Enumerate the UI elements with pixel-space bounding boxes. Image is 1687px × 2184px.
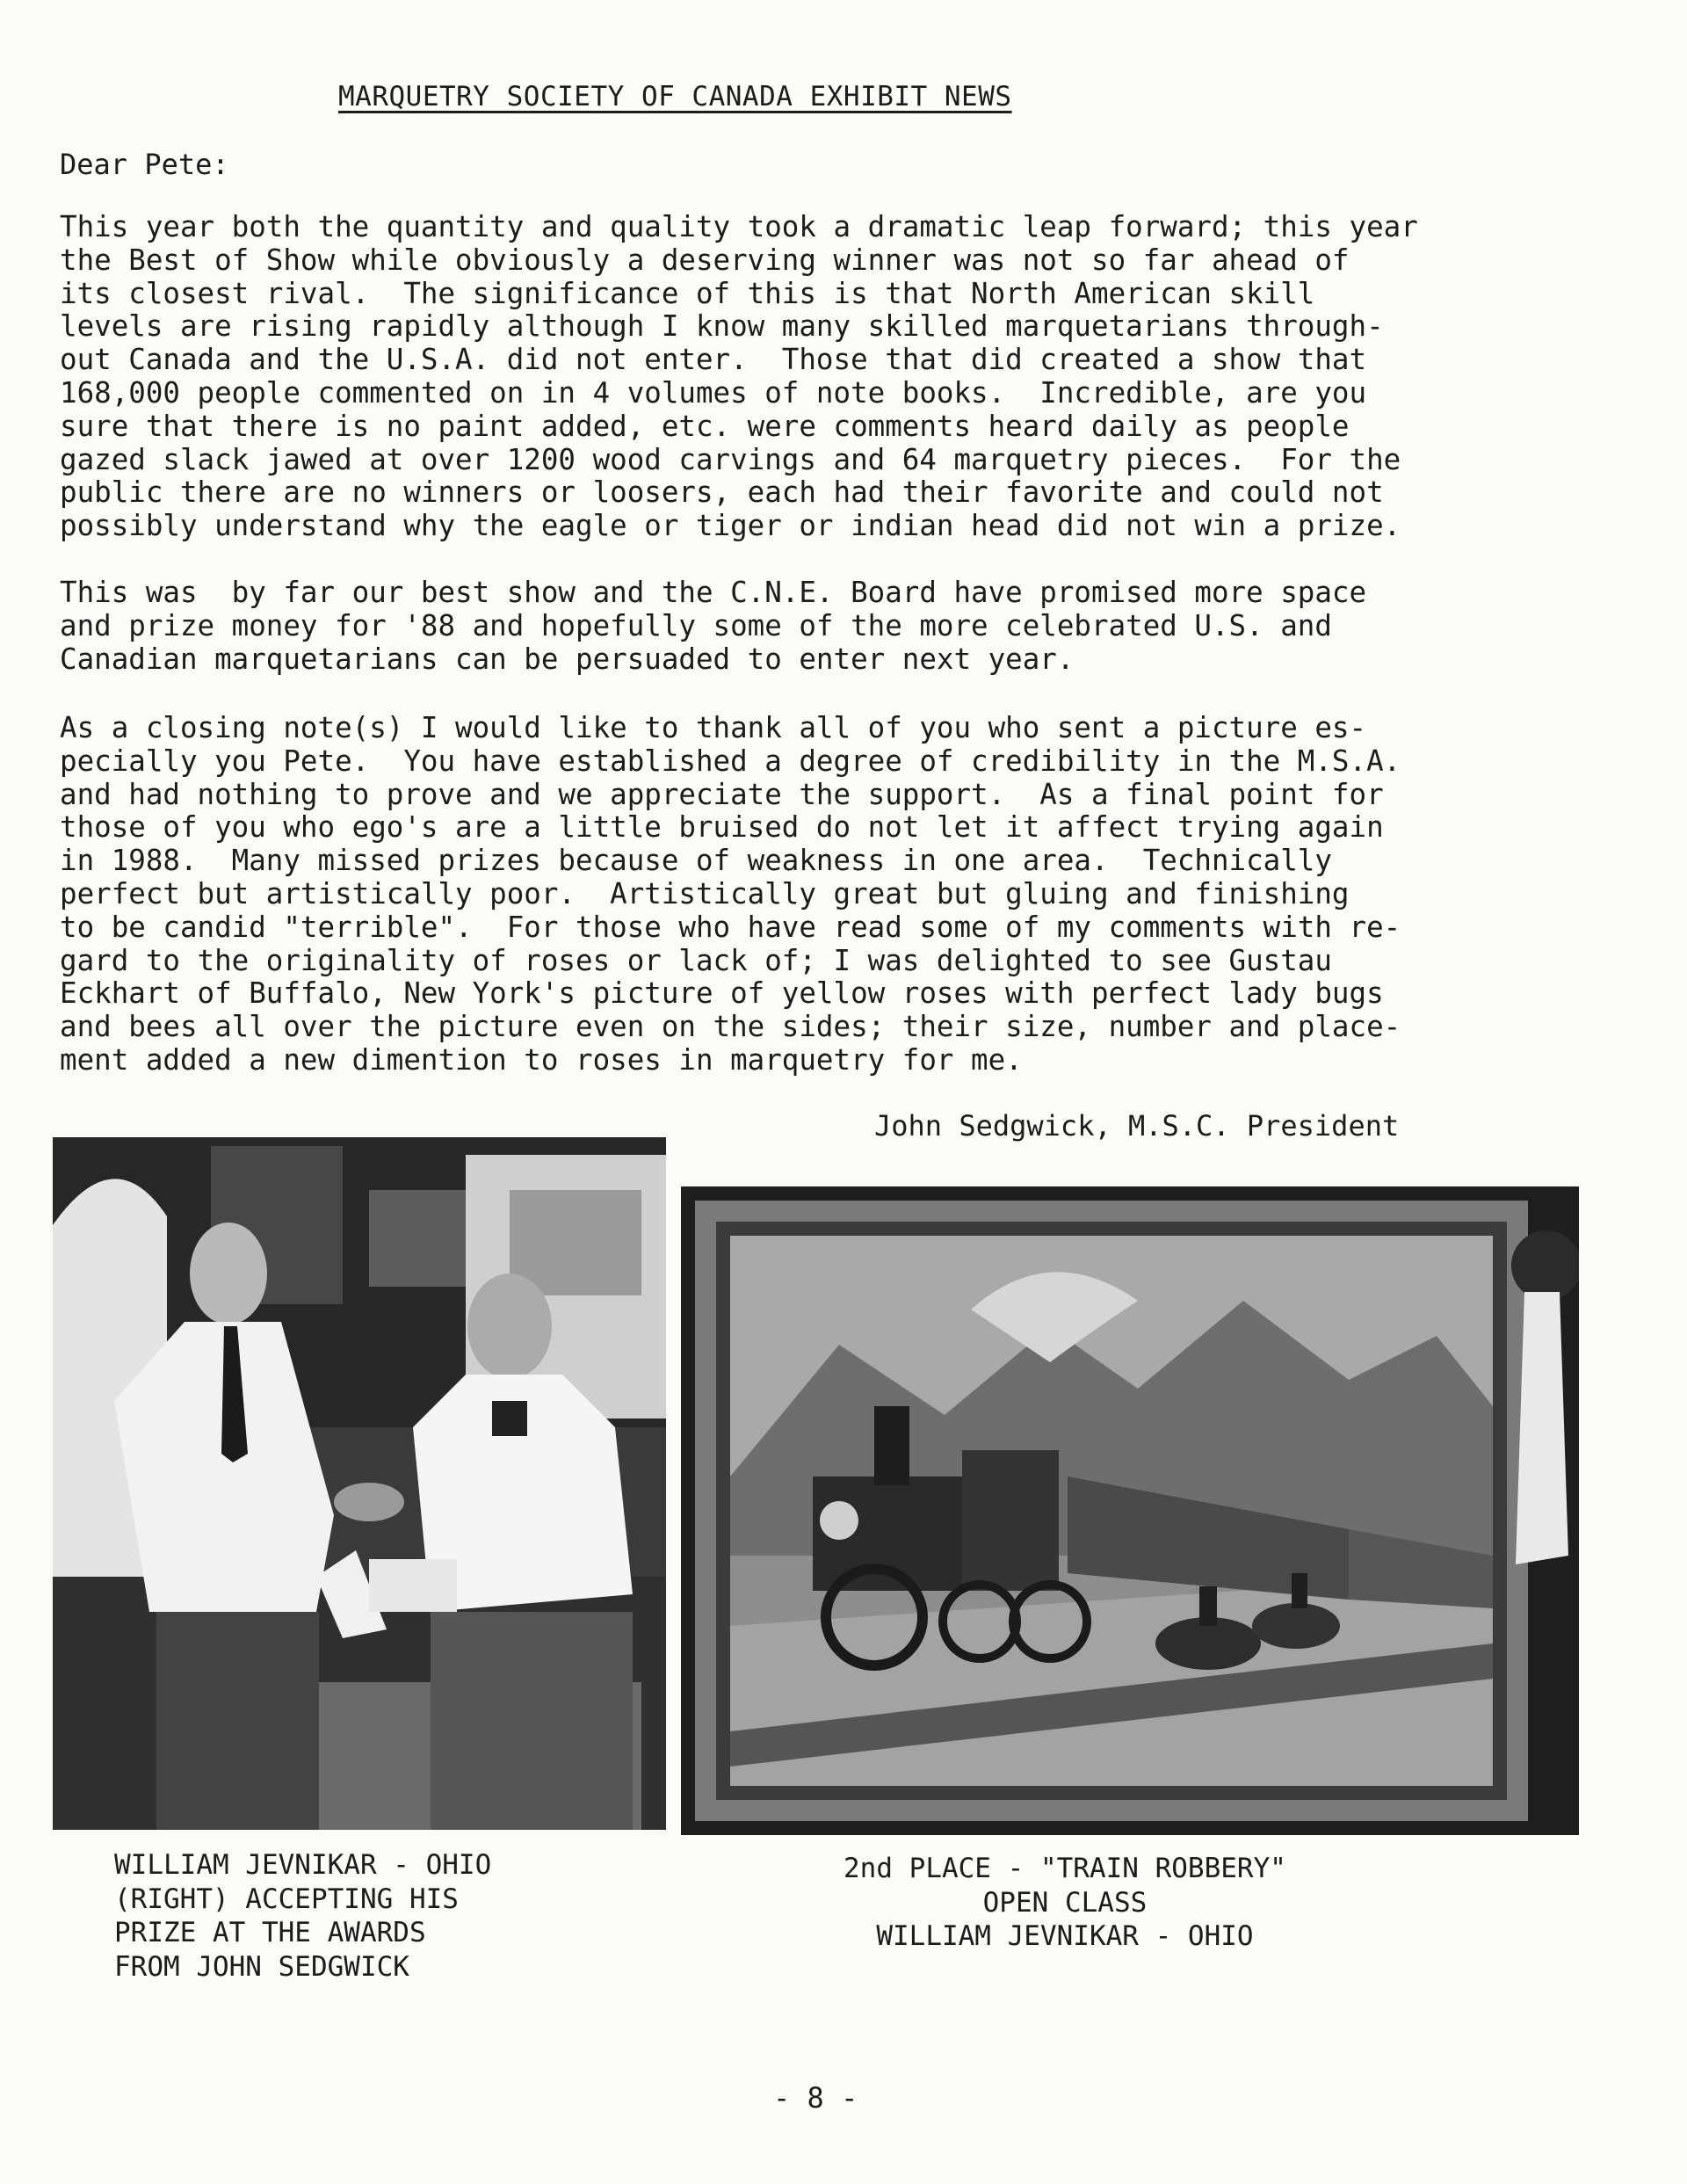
caption-line: PRIZE AT THE AWARDS [114, 1917, 426, 1948]
text-line: to be candid "terrible". For those who have read some of my comments with re- [60, 910, 1401, 944]
caption-left [114, 1848, 491, 1984]
text-line: pecially you Pete. You have established a degree of credibility in the M.S.A. [60, 744, 1401, 778]
text-line: Canadian marquetarians can be persuaded to enter next year. [60, 642, 1075, 676]
text-line: As a closing note(s) I would like to thank all of you who sent a picture es- [60, 711, 1367, 744]
text-line: This was by far our best show and the C.N.E. Board have promised more space [60, 576, 1367, 609]
train-robbery-photo [681, 1186, 1579, 1835]
text-line: This year both the quantity and quality took a dramatic leap forward; this year [60, 210, 1418, 243]
paragraph-3 [60, 712, 1641, 1077]
page-heading: MARQUETRY SOCIETY OF CANADA EXHIBIT NEWS [338, 81, 1012, 112]
caption-right [844, 1852, 1286, 1954]
text-line: the Best of Show while obviously a deserving winner was not so far ahead of [60, 243, 1350, 277]
text-line: gazed slack jawed at over 1200 wood carvings and 64 marquetry pieces. For the [60, 442, 1401, 476]
paragraph-1 [60, 211, 1641, 543]
text-line: and had nothing to prove and we appreciate the support. As a final point for [60, 777, 1384, 811]
page-number: - 8 - [773, 2081, 858, 2115]
text-line: those of you who ego's are a little bruised do not let it affect trying again [60, 810, 1384, 845]
caption-line: (RIGHT) ACCEPTING HIS [114, 1883, 459, 1915]
text-line: its closest rival. The significance of this is that North American skill [60, 276, 1315, 310]
text-line: possibly understand why the eagle or tiger or indian head did not win a prize. [60, 509, 1401, 543]
signature: John Sedgwick, M.S.C. President [874, 1109, 1400, 1143]
award-photo [53, 1137, 666, 1830]
salutation: Dear Pete: [60, 148, 229, 181]
text-line: out Canada and the U.S.A. did not enter. Those that did created a show that [60, 343, 1367, 377]
caption-line: WILLIAM JEVNIKAR - OHIO [114, 1849, 492, 1881]
text-line: levels are rising rapidly although I know many skilled marquetarians through- [60, 309, 1384, 344]
text-line: Eckhart of Buffalo, New York's picture of yellow roses with perfect lady bugs [60, 976, 1384, 1011]
text-line: gard to the originality of roses or lack of; I was delighted to see Gustau [60, 943, 1332, 977]
paragraph-2 [60, 577, 1641, 676]
text-line: sure that there is no paint added, etc. were comments heard daily as people [60, 409, 1350, 443]
caption-line: WILLIAM JEVNIKAR - OHIO [876, 1920, 1254, 1952]
text-line: and bees all over the picture even on the sides; their size, number and place- [60, 1010, 1401, 1044]
text-line: public there are no winners or loosers, each had their favorite and could not [60, 475, 1384, 510]
text-line: ment added a new dimention to roses in marquetry for me. [60, 1042, 1023, 1077]
caption-line: FROM JOHN SEDGWICK [114, 1950, 409, 1983]
text-line: perfect but artistically poor. Artistically great but gluing and finishing [60, 876, 1350, 911]
text-line: in 1988. Many missed prizes because of weakness in one area. Technically [60, 844, 1332, 878]
text-line: and prize money for '88 and hopefully some of the more celebrated U.S. and [60, 608, 1332, 642]
caption-line: 2nd PLACE - "TRAIN ROBBERY" [844, 1853, 1286, 1884]
text-line: 168,000 people commented on in 4 volumes of note books. Incredible, are you [60, 375, 1367, 410]
caption-line: OPEN CLASS [982, 1886, 1148, 1919]
